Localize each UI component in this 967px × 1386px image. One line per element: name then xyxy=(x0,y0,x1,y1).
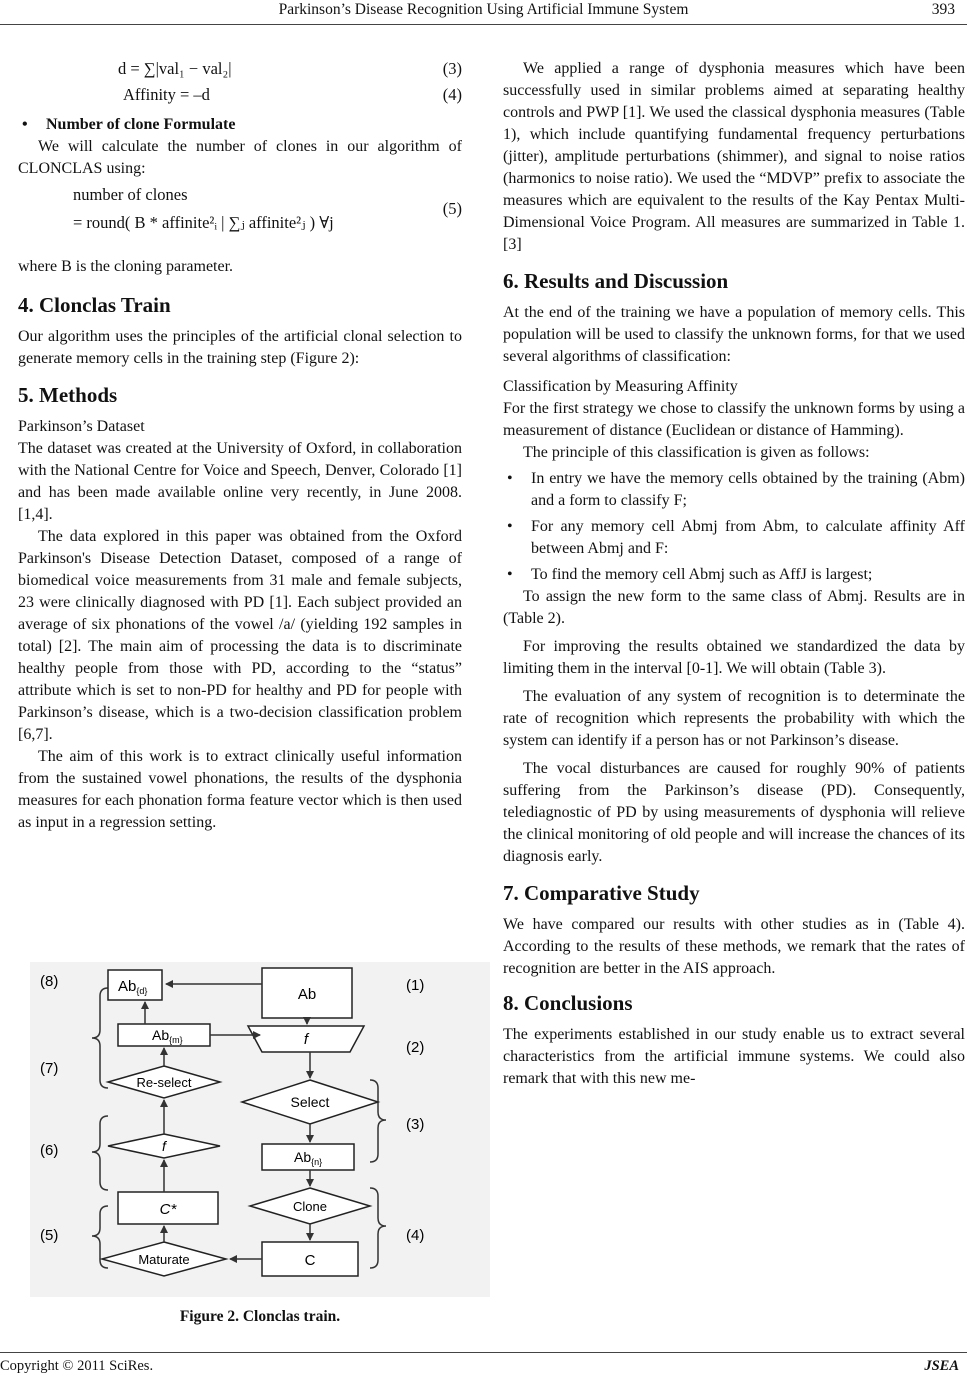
heading-section-6: 6. Results and Discussion xyxy=(503,269,729,293)
equation-5 xyxy=(18,184,462,246)
equation-4 xyxy=(18,84,462,110)
paragraph-dysphonia: We applied a range of dysphonia measures which have been successfully used in similar problems aimed at separating healthy controls and PWP [1]. We used the classical dysphonia measures (Table 1), which include quantifying fundamental frequency perturbations (jitter), amplitude perturbations (shimmer), and signal to noise ratios (harmonics to noise ratio). We used the “MDVP” prefix to associate the measures which are equivalent to the results of the Kay Pentax Multi-Dimensional Voice Program. All measures are summarized in Table 1. [3] xyxy=(503,60,965,253)
left-column xyxy=(18,58,462,834)
label-step-2: (2) xyxy=(406,1039,425,1056)
node-ab-label: Ab xyxy=(297,986,317,1003)
equation-5-number: (5) xyxy=(442,199,462,218)
node-f-right-label: f xyxy=(303,1031,309,1048)
equation-4-body: Affinity = –d xyxy=(123,85,210,104)
paragraph-data-explored: The data explored in this paper was obtained from the Oxford Parkinson's Disease Detection Dataset, composed of a range of biomedical voice measurements from 31 male and female subjects, 23 were clinically diagnosed with PD [1]. Each subject provided an average of six phonations of the vowel /a/ (yielding 192 samples in total) [2]. The main aim of processing the data is to discriminate healthy people from those with PD, according to the “status” attribute which is set to non-PD for healthy and PD for people with Parkinson’s disease, which is a two-decision classification problem [6,7]. xyxy=(18,528,462,743)
figure-clonclas-train xyxy=(30,962,490,1297)
bullet-3: • To find the memory cell Abmj such as AffJ is largest; xyxy=(507,566,873,583)
label-step-5: (5) xyxy=(40,1227,59,1244)
equation-5-line1: number of clones xyxy=(73,185,188,204)
node-c-label: C xyxy=(304,1252,316,1269)
label-step-1: (1) xyxy=(406,977,425,994)
paragraph-assign: To assign the new form to the same class of Abmj. Results are in (Table 2). xyxy=(503,588,965,627)
node-ab-n-label: $Ab_{\{n\}}$ xyxy=(294,1149,323,1167)
equation-4-number: (4) xyxy=(442,85,462,104)
journal-name: JSEA xyxy=(924,1358,959,1374)
bullet-clone-formula xyxy=(18,114,462,136)
heading-section-4: 4. Clonclas Train xyxy=(18,293,171,317)
node-ab-d-label: $Ab_{\{d\}}$ xyxy=(118,978,148,996)
right-column xyxy=(503,58,965,1090)
equation-3-number: (3) xyxy=(442,59,462,78)
label-step-4: (4) xyxy=(406,1227,425,1244)
running-title: Parkinson’s Disease Recognition Using Artificial Immune System xyxy=(278,1,689,18)
paragraph-section-4: Our algorithm uses the principles of the artificial clonal selection to generate memory cells in the training step (Figure 2): xyxy=(18,328,462,367)
label-step-6: (6) xyxy=(40,1142,59,1159)
equation-3 xyxy=(18,58,462,84)
paragraph-clone: We will calculate the number of clones in our algorithm of CLONCLAS using: xyxy=(18,138,462,177)
bullet-1-text: In entry we have the memory cells obtained by the training (Abm) and a form to classify F; xyxy=(531,470,965,509)
node-f-left-label: f xyxy=(162,1138,166,1154)
paragraph-aim: The aim of this work is to extract clinically useful information from the sustained vowel phonations, the results of the dysphonia measures for each phonation forma feature vector which is then used as input in a regression setting. xyxy=(18,748,462,831)
figure-caption: Figure 2. Clonclas train. xyxy=(179,1308,341,1325)
paragraph-vocal: The vocal disturbances are caused for roughly 90% of patients suffering from the Parkinson’s disease (PD). Consequently, telediagnostic of PD by using measurements of dysphonia will relieve the clinical monitoring of old people and will increase the chances of its diagnosis early. xyxy=(503,760,965,865)
footer-rule xyxy=(0,1352,967,1353)
copyright: Copyright © 2011 SciRes. xyxy=(0,1358,154,1374)
subheading-affinity: Classification by Measuring Affinity xyxy=(503,378,738,395)
paragraph-strategy: For the first strategy we chose to classify the unknown forms by using a measurement of distance (Euclidean or distance of Hamming). xyxy=(503,400,965,439)
bullet-1: • In entry we have the memory cells obtained by the training (Abm) and a form to classify F; xyxy=(507,470,965,509)
bullet-2-text: For any memory cell Abmj from Abm, to calculate affinity Aff between Abmj and F: xyxy=(531,518,965,557)
label-step-3: (3) xyxy=(406,1116,425,1133)
label-step-8: (8) xyxy=(40,973,59,990)
node-clone-label: Clone xyxy=(293,1199,327,1214)
paragraph-compare: We have compared our results with other studies as in (Table 4). According to the results of these methods, we remark that the rates of recognition are better in the AIS approach. xyxy=(503,916,965,977)
node-reselect-label: Re-select xyxy=(136,1075,192,1090)
node-select-label: Select xyxy=(290,1094,330,1110)
heading-section-7: 7. Comparative Study xyxy=(503,881,700,905)
subheading-dataset: Parkinson’s Dataset xyxy=(18,418,145,435)
paragraph-results: At the end of the training we have a population of memory cells. This population will be used to classify the unknown forms, for that we used several algorithms of classification: xyxy=(503,304,965,365)
page-number: 393 xyxy=(931,1,955,18)
paragraph-where: where B is the cloning parameter. xyxy=(18,258,234,275)
paragraph-principle: The principle of this classification is given as follows: xyxy=(523,444,870,461)
running-header xyxy=(0,0,967,24)
paragraph-conclusions: The experiments established in our study enable us to extract several characteristics from the artificial immune systems. We could also remark that with this new me- xyxy=(503,1026,965,1087)
paragraph-evaluation: The evaluation of any system of recognition is to determinate the rate of recognition which represents the probability with which the system can identify if a person has or not Parkinson’s disease. xyxy=(503,688,965,749)
paragraph-improve: For improving the results obtained we standardized the data by limiting them in the interval [0-1]. We will obtain (Table 3). xyxy=(503,638,965,677)
bullet-3-text: To find the memory cell Abmj such as AffJ is largest; xyxy=(531,566,873,583)
bullet-clone-text: Number of clone Formulate xyxy=(46,116,236,133)
heading-section-5: 5. Methods xyxy=(18,383,118,407)
equation-5-line2: = round( B * affinite²ᵢ | ∑ⱼ affinite²ⱼ ) ∀j xyxy=(73,213,334,232)
node-maturate-label: Maturate xyxy=(138,1252,190,1267)
node-ab-m-label: $Ab_{\{m\}}$ xyxy=(152,1027,183,1045)
bullet-2: • For any memory cell Abmj from Abm, to calculate affinity Aff between Abmj and F: xyxy=(507,518,965,557)
paragraph-dataset: The dataset was created at the University of Oxford, in collaboration with the National Centre for Voice and Speech, Denver, Colorado [1] and has been made available online very recently, in June 2008. [1,4]. xyxy=(18,440,462,523)
equation-3-body: d = ∑|val₁ − val₂| xyxy=(118,59,232,78)
node-c-star-label: C* xyxy=(159,1201,177,1218)
heading-section-8: 8. Conclusions xyxy=(503,991,633,1015)
label-step-7: (7) xyxy=(40,1060,59,1077)
header-rule xyxy=(0,24,967,25)
bullet-dot: • xyxy=(22,116,28,133)
